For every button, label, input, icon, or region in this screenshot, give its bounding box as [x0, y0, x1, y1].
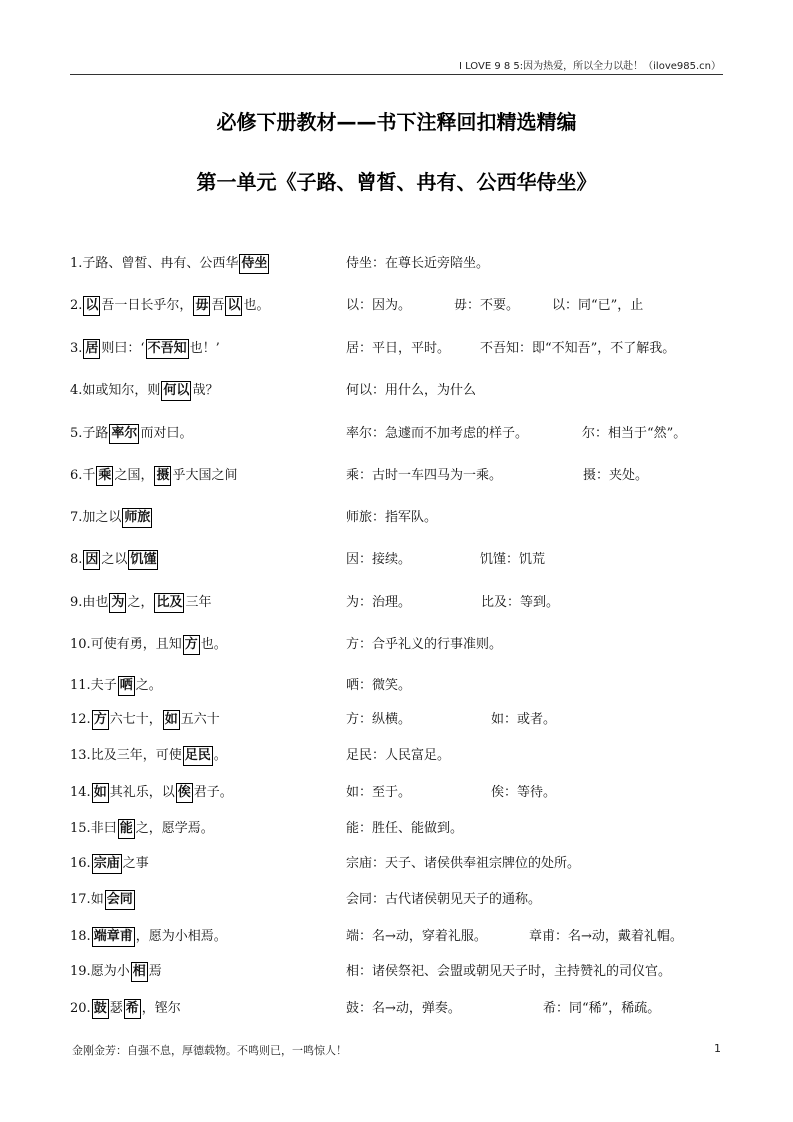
item-number: 20. [70, 1001, 91, 1016]
item-number: 5. [70, 426, 83, 441]
gloss-item: 如：至于。 [346, 785, 412, 800]
sentence-text: 之，愿学焉。 [135, 821, 214, 836]
gloss-item: 为：治理。 [346, 595, 412, 610]
gloss-item: 尔：相当于“然”。 [582, 426, 687, 441]
sentence-text: 则曰：‘ [101, 341, 145, 356]
source-sentence [70, 852, 149, 876]
item-number: 18. [70, 929, 91, 944]
annotation-row [70, 252, 730, 276]
sentence-text: 如 [90, 892, 104, 907]
page-title: 必修下册教材——书下注释回扣精选精编 [216, 110, 577, 134]
gloss-item: 不吾知：即“不知吾”，不了解我。 [480, 341, 676, 356]
key-word-box: 不吾知 [146, 339, 189, 359]
sentence-text: 瑟 [109, 1001, 123, 1016]
item-number: 12. [70, 712, 91, 727]
sentence-text: 可使有勇，且知 [90, 637, 182, 652]
sentence-text: 三年 [185, 595, 212, 610]
sentence-text: 夫子 [90, 678, 117, 693]
source-sentence [70, 252, 270, 276]
gloss-item: 以：因为。 [346, 298, 412, 313]
sentence-text: 五六十 [180, 712, 220, 727]
key-word-box: 以 [225, 296, 242, 316]
annotation-row [70, 379, 730, 403]
source-sentence [70, 997, 181, 1021]
source-sentence [70, 888, 136, 912]
item-number: 13. [70, 748, 91, 763]
source-sentence [70, 744, 227, 768]
annotation-row [70, 708, 730, 732]
sentence-text: 之国， [114, 468, 154, 483]
key-word-box: 如 [163, 710, 180, 730]
sentence-text: 吾一日长乎尔， [101, 298, 193, 313]
sentence-text: 也。 [243, 298, 270, 313]
annotation-row [70, 548, 730, 572]
annotation-row [70, 744, 730, 768]
source-sentence [70, 379, 218, 403]
gloss-item: 鼓：名→动，弹奏。 [346, 1001, 461, 1016]
sentence-text: 也！’ [189, 341, 220, 356]
gloss-item: 何以：用什么，为什么 [346, 383, 477, 398]
annotation-row [70, 997, 730, 1021]
sentence-text: 由也 [82, 595, 109, 610]
item-number: 16. [70, 856, 91, 871]
annotation-row [70, 960, 730, 984]
gloss-item: 居：平日，平时。 [346, 341, 451, 356]
annotation-row [70, 888, 730, 912]
key-word-box: 相 [131, 962, 148, 982]
sentence-text: 之事 [122, 856, 149, 871]
annotation-row [70, 674, 730, 698]
sentence-text: 子路、曾皙、冉有、公西华 [82, 256, 239, 271]
item-number: 7. [70, 510, 83, 525]
item-number: 10. [70, 637, 91, 652]
annotation-row [70, 925, 730, 949]
key-word-box: 如 [92, 783, 109, 803]
item-number: 17. [70, 892, 91, 907]
key-word-box: 希 [124, 999, 141, 1019]
key-word-box: 何以 [161, 381, 191, 401]
key-word-box: 居 [83, 339, 100, 359]
item-number: 9. [70, 595, 83, 610]
gloss-item: 宗庙：天子、诸侯供奉祖宗牌位的处所。 [346, 856, 581, 871]
source-sentence [70, 960, 162, 984]
source-sentence [70, 422, 192, 446]
annotation-row [70, 422, 730, 446]
key-word-box: 率尔 [109, 424, 139, 444]
gloss-item: 比及：等到。 [481, 595, 560, 610]
source-sentence [70, 337, 220, 361]
sentence-text: 加之以 [82, 510, 122, 525]
item-number: 3. [70, 341, 83, 356]
item-number: 2. [70, 298, 83, 313]
gloss-item: 如：或者。 [491, 712, 557, 727]
sentence-text: 愿为小 [90, 964, 130, 979]
gloss-item: 摄：夹处。 [583, 468, 649, 483]
source-sentence [70, 708, 220, 732]
sentence-text: 也。 [200, 637, 227, 652]
key-word-box: 因 [83, 550, 100, 570]
gloss-item: 侍坐：在尊长近旁陪坐。 [346, 256, 490, 271]
source-sentence [70, 674, 162, 698]
sentence-text: 之以 [101, 552, 128, 567]
gloss-item: 相：诸侯祭祀、会盟或朝见天子时，主持赞礼的司仪官。 [346, 964, 672, 979]
sentence-text: 吾 [211, 298, 225, 313]
sentence-text: 千 [82, 468, 96, 483]
source-sentence [70, 294, 270, 318]
source-sentence [70, 464, 237, 488]
sentence-text: 哉？ [192, 383, 219, 398]
footer-motto: 金刚金芳：自强不息，厚德载物。不鸣则已，一鸣惊人！ [72, 1044, 347, 1057]
sentence-text: 非曰 [90, 821, 117, 836]
sentence-text: 比及三年，可使 [90, 748, 182, 763]
key-word-box: 侍坐 [239, 254, 269, 274]
source-sentence [70, 548, 159, 572]
key-word-box: 端章甫 [92, 927, 135, 947]
source-sentence [70, 817, 214, 841]
header-site-text: I LOVE 9 8 5:因为热爱，所以全力以赴！（ilove985.cn） [458, 61, 721, 72]
item-number: 11. [70, 678, 91, 693]
key-word-box: 哂 [118, 676, 135, 696]
sentence-text: 之， [127, 595, 154, 610]
annotation-row [70, 633, 730, 657]
key-word-box: 以 [83, 296, 100, 316]
key-word-box: 方 [92, 710, 109, 730]
annotation-row [70, 294, 730, 318]
item-number: 14. [70, 785, 91, 800]
key-word-box: 会同 [105, 890, 135, 910]
key-word-box: 乘 [96, 466, 113, 486]
key-word-box: 俟 [176, 783, 193, 803]
key-word-box: 鼓 [92, 999, 109, 1019]
annotation-row [70, 337, 730, 361]
item-number: 15. [70, 821, 91, 836]
gloss-item: 方：合乎礼义的行事准则。 [346, 637, 503, 652]
unit-subtitle: 第一单元《子路、曾皙、冉有、公西华侍坐》 [196, 170, 597, 194]
gloss-item: 会同：古代诸侯朝见天子的通称。 [346, 892, 542, 907]
gloss-item: 俟：等待。 [491, 785, 557, 800]
gloss-item: 乘：古时一车四马为一乘。 [346, 468, 503, 483]
source-sentence [70, 591, 211, 615]
sentence-text: 。 [213, 748, 227, 763]
sentence-text: 焉 [148, 964, 162, 979]
key-word-box: 师旅 [122, 508, 152, 528]
gloss-item: 以：同“已”，止 [552, 298, 644, 313]
gloss-item: 方：纵横。 [346, 712, 412, 727]
item-number: 1. [70, 256, 83, 271]
page-number: 1 [714, 1042, 721, 1055]
key-word-box: 比及 [154, 593, 184, 613]
gloss-item: 率尔：急遽而不加考虑的样子。 [346, 426, 529, 441]
key-word-box: 宗庙 [92, 854, 122, 874]
sentence-text: 子路 [82, 426, 109, 441]
item-number: 8. [70, 552, 83, 567]
header-rule [70, 74, 723, 75]
gloss-item: 师旅：指军队。 [346, 510, 438, 525]
sentence-text: ，铿尔 [141, 1001, 181, 1016]
sentence-text: 六七十， [109, 712, 162, 727]
gloss-item: 希：同“稀”，稀疏。 [543, 1001, 661, 1016]
annotation-row [70, 506, 730, 530]
gloss-item: 毋：不要。 [454, 298, 520, 313]
item-number: 4. [70, 383, 83, 398]
source-sentence [70, 925, 227, 949]
gloss-item: 哂：微笑。 [346, 678, 412, 693]
sentence-text: 其礼乐，以 [109, 785, 175, 800]
key-word-box: 饥馑 [128, 550, 158, 570]
sentence-text: 如或知尔，则 [82, 383, 161, 398]
gloss-item: 章甫：名→动，戴着礼帽。 [529, 929, 683, 944]
annotation-row [70, 781, 730, 805]
sentence-text: 而对曰。 [140, 426, 193, 441]
key-word-box: 摄 [154, 466, 171, 486]
key-word-box: 能 [118, 819, 135, 839]
source-sentence [70, 781, 233, 805]
source-sentence [70, 506, 153, 530]
source-sentence [70, 633, 227, 657]
annotation-row [70, 852, 730, 876]
annotation-row [70, 464, 730, 488]
sentence-text: ，愿为小相焉。 [135, 929, 227, 944]
gloss-item: 因：接续。 [346, 552, 412, 567]
key-word-box: 足民 [183, 746, 213, 766]
annotation-row [70, 591, 730, 615]
sentence-text: 乎大国之间 [172, 468, 238, 483]
gloss-item: 能：胜任、能做到。 [346, 821, 464, 836]
item-number: 6. [70, 468, 83, 483]
item-number: 19. [70, 964, 91, 979]
gloss-item: 端：名→动，穿着礼服。 [346, 929, 487, 944]
gloss-item: 饥馑：饥荒 [480, 552, 546, 567]
key-word-box: 毋 [193, 296, 210, 316]
annotation-row [70, 817, 730, 841]
gloss-item: 足民：人民富足。 [346, 748, 451, 763]
sentence-text: 之。 [135, 678, 162, 693]
key-word-box: 为 [109, 593, 126, 613]
sentence-text: 君子。 [193, 785, 233, 800]
key-word-box: 方 [183, 635, 200, 655]
